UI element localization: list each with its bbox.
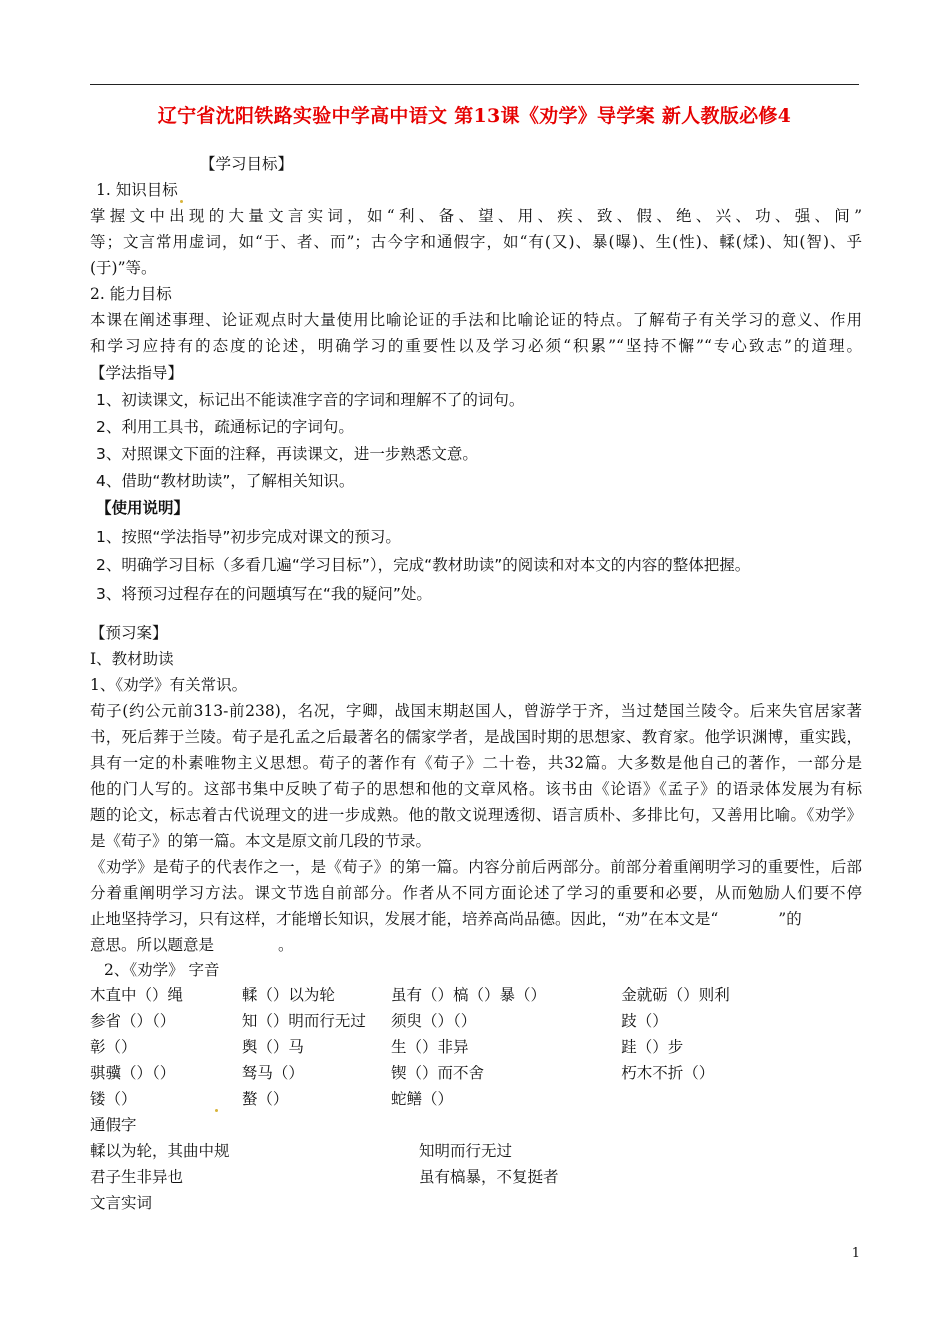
tongjia-item: 知明而行无过 xyxy=(419,1142,513,1160)
usage-item: 1、按照“学法指导”初步完成对课文的预习。 xyxy=(96,528,401,546)
paragraph-line: 他的门人写的。这部书集中反映了荀子的思想和他的文章风格。该书由《论语》《孟子》的语录体发展为有标 xyxy=(90,780,862,798)
tongjia-row xyxy=(90,1164,559,1190)
paragraph-line: 是《荀子》的第一篇。本文是原文前几段的节录。 xyxy=(90,832,432,850)
paragraph-line: 意思。所以题意是 。 xyxy=(90,936,294,954)
paragraph-line: 荀子(约公元前313-前238)，名况，字卿，战国末期赵国人，曾游学于齐，当过楚国兰陵令。后来失官居家著 xyxy=(90,702,862,720)
pron-item: 彰（） xyxy=(90,1038,137,1056)
pron-item: 金就砺（）则利 xyxy=(621,986,730,1004)
tongjia-label: 通假字 xyxy=(90,1116,137,1134)
pron-item: 生（）非异 xyxy=(391,1038,469,1056)
pron-item: 螯（） xyxy=(241,1090,289,1108)
ability-goal-label: 2. 能力目标 xyxy=(90,285,172,303)
preview-heading: 【预习案】 xyxy=(90,624,168,642)
usage-heading: 【使用说明】 xyxy=(96,499,190,517)
ability-goal-line: 本课在阐述事理、论证观点时大量使用比喻论证的手法和比喻论证的特点。了解荀子有关学习的意义、作用 xyxy=(90,311,862,329)
tongjia-item: 輮以为轮，其曲中规 xyxy=(90,1142,230,1160)
tongjia-item: 君子生非异也 xyxy=(90,1168,184,1186)
paragraph-line: 题的论文，标志着古代说理文的进一步成熟。他的散文说理透彻、语言质朴、多排比句，又善用比喻。《劝学》 xyxy=(90,806,862,824)
shici-label: 文言实词 xyxy=(90,1194,153,1212)
paragraph-line: 止地坚持学习，只有这样，才能增长知识，发展才能，培养高尚品德。因此，“劝”在本文是“ ”的 xyxy=(90,910,802,928)
pron-item: 木直中（）绳 xyxy=(90,986,184,1004)
pron-item: 朽木不折（） xyxy=(621,1064,715,1082)
knowledge-goal-line: 等；文言常用虚词，如“于、者、而”；古今字和通假字，如“有(又)、暴(曝)、生(性)、輮(煣)、知(智)、乎 xyxy=(90,233,862,251)
page-title: 辽宁省沈阳铁路实验中学高中语文 第13课《劝学》导学案 新人教版必修4 xyxy=(157,105,792,127)
objectives-heading: 【学习目标】 xyxy=(200,155,294,173)
subsection-label: 1、《劝学》有关常识。 xyxy=(90,676,248,694)
method-item: 3、对照课文下面的注释，再读课文，进一步熟悉文意。 xyxy=(96,445,478,463)
paragraph-line: 具有一定的朴素唯物主义思想。荀子的著作有《荀子》二十卷，共32篇。大多数是他自己的著作，一部分是 xyxy=(90,754,862,772)
pron-item: 虽有（）槁（）暴（） xyxy=(391,986,547,1004)
paragraph-line: 书，死后葬于兰陵。荀子是孔孟之后最著名的儒家学者，是战国时期的思想家、教育家。他学识渊博，重实践， xyxy=(90,728,862,746)
tongjia-row xyxy=(90,1138,513,1164)
paragraph-line: 《劝学》是荀子的代表作之一，是《荀子》的第一篇。内容分前后两部分。前部分着重阐明学习的重要性，后部 xyxy=(90,858,862,876)
method-item: 1、初读课文，标记出不能读准字音的字词和理解不了的词句。 xyxy=(96,391,525,409)
knowledge-goal-line: (于)”等。 xyxy=(90,259,157,277)
method-item: 2、利用工具书，疏通标记的字词句。 xyxy=(96,418,354,436)
table-row xyxy=(90,1060,810,1086)
knowledge-goal-line: 掌握文中出现的大量文言实词，如“利、备、望、用、疾、致、假、绝、兴、功、强、间” xyxy=(90,207,862,225)
pron-item: 知（）明而行无过 xyxy=(241,1012,366,1030)
knowledge-goal-label: 1. 知识目标 xyxy=(96,177,183,203)
pron-item: 参省（）（） xyxy=(90,1012,176,1030)
pron-item: 锲（）而不舍 xyxy=(391,1064,485,1082)
pron-item: 镂（） xyxy=(90,1086,242,1112)
subsection-label: 2、《劝学》 字音 xyxy=(104,961,220,979)
pron-item: 跂（） xyxy=(621,1012,668,1030)
pron-item: 驽马（） xyxy=(241,1064,304,1082)
paragraph-line: 分着重阐明学习方法。课文节选自前部分。作者从不同方面论述了学习的重要和必要，从而勉励人们要不停 xyxy=(90,884,862,902)
table-row xyxy=(90,1034,810,1060)
pron-item: 輮（）以为轮 xyxy=(241,986,335,1004)
usage-item: 2、明确学习目标（多看几遍“学习目标”），完成“教材助读”的阅读和对本文的内容的整体把握。 xyxy=(96,556,751,574)
header-rule xyxy=(90,84,859,85)
method-item: 4、借助“教材助读”，了解相关知识。 xyxy=(96,472,355,490)
usage-item: 3、将预习过程存在的问题填写在“我的疑问”处。 xyxy=(96,585,432,603)
table-row xyxy=(90,1086,810,1112)
section-label: I、教材助读 xyxy=(90,650,174,668)
pron-item: 须臾（）（） xyxy=(391,1012,477,1030)
pron-item: 跬（）步 xyxy=(621,1038,684,1056)
pron-item xyxy=(621,1086,810,1112)
pronunciation-grid xyxy=(90,982,810,1112)
tongjia-item: 虽有槁暴，不复挺者 xyxy=(419,1168,559,1186)
method-heading: 【学法指导】 xyxy=(90,364,184,382)
ability-goal-line: 和学习应持有的态度的论述，明确学习的重要性以及学习必须“积累”“坚持不懈”“专心致志”的道理。 xyxy=(90,337,862,355)
pron-item: 舆（）马 xyxy=(241,1038,304,1056)
pron-item: 骐骥（）（） xyxy=(90,1064,176,1082)
table-row xyxy=(90,982,810,1008)
table-row xyxy=(90,1008,810,1034)
page-number: 1 xyxy=(851,1246,860,1261)
pron-item: 蛇鳝（） xyxy=(391,1090,454,1108)
